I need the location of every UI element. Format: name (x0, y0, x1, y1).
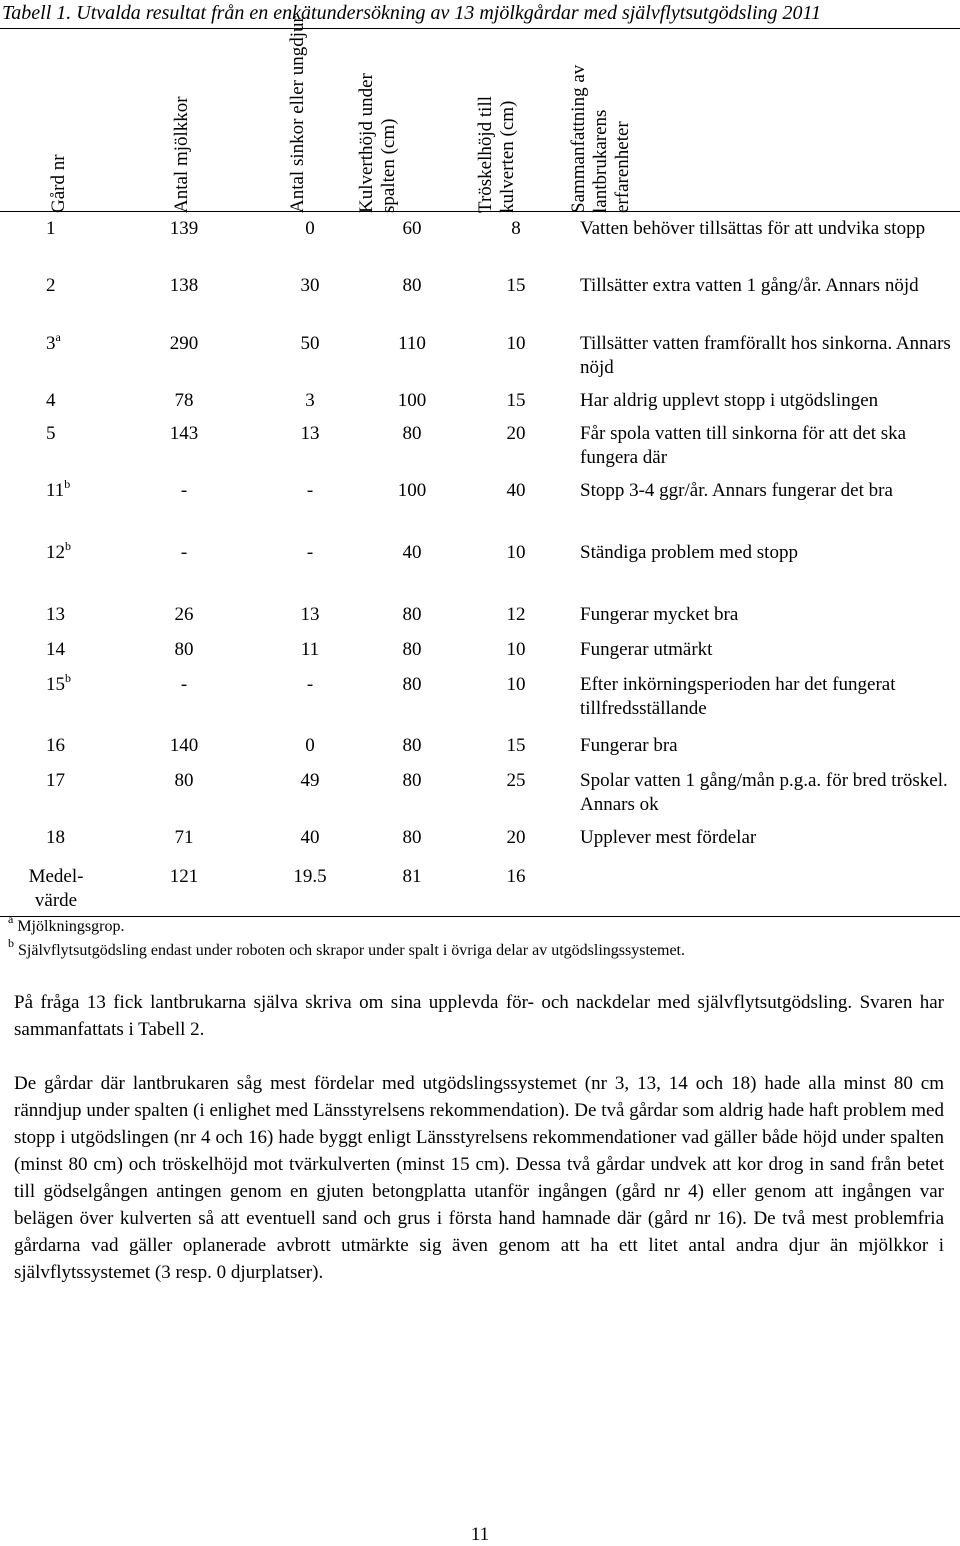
cell-kulvert: 110 (398, 333, 426, 354)
mean-sinkor: 19.5 (293, 866, 327, 887)
footnote-marker: b (64, 477, 71, 491)
cell-kulvert: 80 (402, 735, 422, 756)
cell-kulvert: 80 (402, 827, 422, 848)
cell-kommentar: Spolar vatten 1 gång/mån p.g.a. för bred tröskel. Annars ok (580, 770, 948, 815)
cell-sinkor: 13 (300, 604, 320, 625)
cell-troskel: 8 (511, 218, 521, 239)
cell-gard-nr: 15$^b$ (46, 671, 71, 695)
cell-sinkor: - (306, 480, 314, 501)
paragraph-1: På fråga 13 fick lantbrukarna själva skriva om sina upplevda för- och nackdelar med självflytsutgödsling. Svaren har sammanfattats i Tabell 2. (14, 992, 944, 1040)
cell-kommentar: Efter inkörningsperioden har det fungerat tillfredsställande (580, 674, 896, 719)
cell-kulvert: 80 (402, 275, 422, 296)
paragraph-2: De gårdar där lantbrukaren såg mest fördelar med utgödslingssystemet (nr 3, 13, 14 och 18) hade alla minst 80 cm ränndjup under spalten (i enlighet med Länsstyrelsens rekommendation). De två gårdar som aldrig hade haft problem med stopp i utgödslingen (nr 4 och 16) hade byggt enligt Länsstyrelsens rekommendationer vad gäller både höjd under spalten (minst 80 cm) och tröskelhöjd mot tvärkulverten (minst 15 cm). Dessa två gårdar undvek att kor drog in sand från betet till gödselgången antingen genom en gjuten betongplatta utanför ingången (gård nr 4) eller genom att ingången var belägen över kulverten så att eventuell sand och grus i första hand hamnade där (gård nr 16). De två mest problemfria gårdarna vad gäller oplanerade avbrott utmärkte sig även genom att ha ett litet antal andra djur än mjölkkor i självflytssystemet (3 resp. 0 djurplatser). (14, 1073, 944, 1283)
page-number: 11 (470, 1524, 490, 1545)
mean-troskel: 16 (506, 866, 526, 887)
cell-sinkor: 50 (300, 333, 320, 354)
cell-troskel: 10 (506, 674, 526, 695)
cell-kommentar: Tillsätter extra vatten 1 gång/år. Annars nöjd (580, 275, 919, 296)
bottom-rule (0, 916, 960, 917)
cell-mjolkkor: 71 (174, 827, 194, 848)
header-rule (0, 211, 960, 212)
cell-kulvert: 100 (397, 390, 427, 411)
cell-sinkor: 0 (305, 218, 315, 239)
cell-gard-nr: 17 (46, 770, 65, 791)
header-sammanfattning: Sammanfattning av lantbrukarens erfarenheter (568, 64, 633, 213)
cell-sinkor: 49 (300, 770, 320, 791)
cell-troskel: 10 (506, 542, 526, 563)
cell-troskel: 25 (506, 770, 526, 791)
cell-troskel: 15 (506, 735, 526, 756)
cell-troskel: 10 (506, 333, 526, 354)
cell-troskel: 12 (506, 604, 526, 625)
cell-kommentar: Fungerar bra (580, 735, 678, 756)
cell-gard-nr: 16 (46, 735, 65, 756)
footnote-marker: a (55, 330, 61, 344)
cell-kommentar: Ständiga problem med stopp (580, 542, 798, 563)
cell-gard-nr: 13 (46, 604, 65, 625)
cell-mjolkkor: 143 (169, 423, 199, 444)
cell-kulvert: 40 (402, 542, 422, 563)
cell-gard-nr: 1 (46, 218, 56, 239)
cell-sinkor: 13 (300, 423, 320, 444)
cell-troskel: 40 (506, 480, 526, 501)
cell-mjolkkor: - (180, 480, 188, 501)
cell-mjolkkor: 26 (174, 604, 194, 625)
cell-troskel: 15 (506, 390, 526, 411)
cell-kommentar: Tillsätter vatten framförallt hos sinkorna. Annars nöjd (580, 333, 951, 378)
cell-mjolkkor: 290 (169, 333, 199, 354)
cell-kulvert: 80 (402, 604, 422, 625)
header-antal-sinkor: Antal sinkor eller ungdjur (287, 16, 308, 213)
top-rule (0, 28, 960, 29)
cell-kulvert: 80 (402, 639, 422, 660)
cell-sinkor: 40 (300, 827, 320, 848)
cell-mjolkkor: - (180, 674, 188, 695)
cell-kulvert: 80 (402, 674, 422, 695)
cell-kommentar: Fungerar mycket bra (580, 604, 739, 625)
cell-gard-nr: 11$^b$ (46, 477, 71, 501)
cell-troskel: 15 (506, 275, 526, 296)
cell-kommentar: Upplever mest fördelar (580, 827, 757, 848)
cell-troskel: 20 (506, 827, 526, 848)
mean-kulvert: 81 (402, 866, 422, 887)
cell-gard-nr: 3$^a$ (46, 330, 61, 354)
cell-troskel: 10 (506, 639, 526, 660)
cell-mjolkkor: 80 (174, 770, 194, 791)
cell-kommentar: Får spola vatten till sinkorna för att det ska fungera där (580, 423, 907, 468)
cell-gard-nr: 2 (46, 275, 56, 296)
cell-kulvert: 80 (402, 423, 422, 444)
cell-kulvert: 100 (397, 480, 427, 501)
cell-mjolkkor: - (180, 542, 188, 563)
cell-kommentar: Stopp 3-4 ggr/år. Annars fungerar det bra (580, 480, 893, 501)
cell-gard-nr: 18 (46, 827, 65, 848)
cell-sinkor: 0 (305, 735, 315, 756)
footnote-a: $^a$ Mjölkningsgrop. (8, 912, 125, 935)
cell-sinkor: - (306, 674, 314, 695)
cell-gard-nr: 12$^b$ (46, 539, 71, 563)
header-troskelhojd: Tröskelhöjd till kulverten (cm) (475, 95, 518, 213)
cell-mjolkkor: 138 (169, 275, 199, 296)
footnote-b: $^b$ Självflytsutgödsling endast under roboten och skrapor under spalt i övriga delar av utgödslingssystemet. (8, 936, 685, 959)
cell-gard-nr: 5 (46, 423, 56, 444)
cell-gard-nr: 4 (46, 390, 56, 411)
header-gard-nr: Gård nr (48, 154, 69, 213)
header-kulverthojd: Kulverthöjd under spalten (cm) (356, 73, 399, 213)
cell-sinkor: 11 (300, 639, 320, 660)
footnote-marker: b (65, 671, 71, 685)
cell-kulvert: 80 (402, 770, 422, 791)
cell-mjolkkor: 140 (169, 735, 199, 756)
cell-sinkor: 3 (305, 390, 315, 411)
header-antal-mjolkkor: Antal mjölkkor (171, 96, 192, 213)
cell-troskel: 20 (506, 423, 526, 444)
cell-kulvert: 60 (402, 218, 422, 239)
cell-sinkor: - (306, 542, 314, 563)
cell-mjolkkor: 80 (174, 639, 194, 660)
footnote-marker: b (65, 539, 71, 553)
cell-kommentar: Har aldrig upplevt stopp i utgödslingen (580, 390, 879, 411)
cell-gard-nr: 14 (46, 639, 65, 660)
cell-kommentar: Fungerar utmärkt (580, 639, 713, 660)
mean-mjolkkor: 121 (169, 866, 199, 887)
cell-kommentar: Vatten behöver tillsättas för att undvika stopp (580, 218, 926, 239)
cell-sinkor: 30 (300, 275, 320, 296)
table-caption: Tabell 1. Utvalda resultat från en enkätundersökning av 13 mjölkgårdar med självflytsutgödsling 2011 (2, 2, 822, 24)
mean-label: Medel- värde (28, 866, 84, 911)
cell-mjolkkor: 78 (174, 390, 194, 411)
cell-mjolkkor: 139 (169, 218, 199, 239)
